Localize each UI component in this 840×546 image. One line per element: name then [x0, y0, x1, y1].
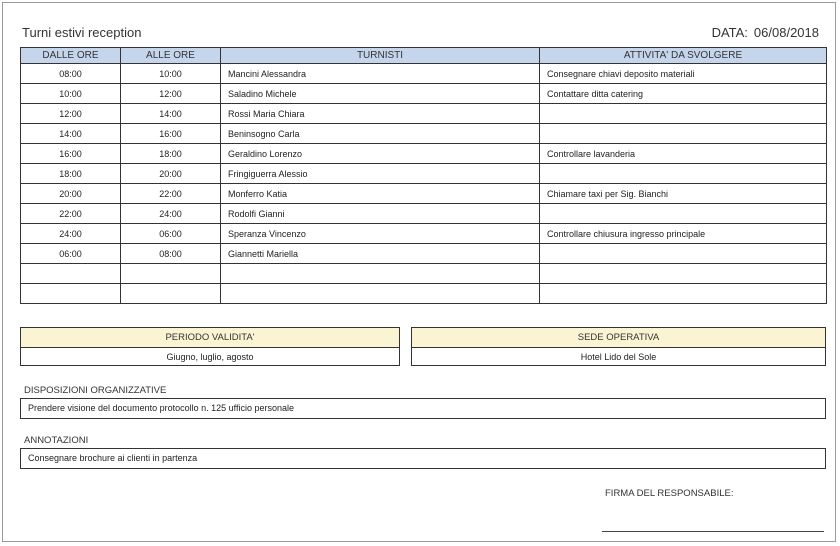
- cell-from[interactable]: 20:00: [21, 184, 121, 204]
- cell-staff[interactable]: Saladino Michele: [221, 84, 540, 104]
- cell-staff[interactable]: [221, 264, 540, 284]
- cell-activity[interactable]: Contattare ditta catering: [540, 84, 827, 104]
- cell-from[interactable]: [21, 264, 121, 284]
- cell-from[interactable]: 10:00: [21, 84, 121, 104]
- table-row: [21, 64, 827, 84]
- cell-activity[interactable]: Controllare lavanderia: [540, 144, 827, 164]
- cell-activity[interactable]: [540, 264, 827, 284]
- disposizioni-label: DISPOSIZIONI ORGANIZZATIVE: [24, 385, 167, 396]
- periodo-label: PERIODO VALIDITA': [21, 328, 399, 348]
- table-row: [21, 284, 827, 304]
- signature-line[interactable]: [602, 531, 824, 532]
- cell-to[interactable]: [121, 284, 221, 304]
- cell-staff[interactable]: Monferro Katia: [221, 184, 540, 204]
- cell-to[interactable]: 14:00: [121, 104, 221, 124]
- cell-activity[interactable]: Chiamare taxi per Sig. Bianchi: [540, 184, 827, 204]
- cell-to[interactable]: 08:00: [121, 244, 221, 264]
- table-row: [21, 184, 827, 204]
- sede-value: Hotel Lido del Sole: [580, 352, 657, 362]
- cell-to[interactable]: 16:00: [121, 124, 221, 144]
- cell-to[interactable]: 12:00: [121, 84, 221, 104]
- cell-activity[interactable]: [540, 284, 827, 304]
- column-header-from: DALLE ORE: [21, 48, 121, 64]
- cell-activity[interactable]: Controllare chiusura ingresso principale: [540, 224, 827, 244]
- firma-label: FIRMA DEL RESPONSABILE:: [605, 488, 734, 499]
- document-title: Turni estivi reception: [22, 25, 142, 40]
- annotazioni-field[interactable]: Consegnare brochure ai clienti in partenza: [20, 448, 826, 469]
- cell-staff[interactable]: Rodolfi Gianni: [221, 204, 540, 224]
- cell-activity[interactable]: Consegnare chiavi deposito materiali: [540, 64, 827, 84]
- date-value: 06/08/2018: [753, 25, 819, 40]
- cell-staff[interactable]: [221, 284, 540, 304]
- cell-from[interactable]: 08:00: [21, 64, 121, 84]
- cell-to[interactable]: 18:00: [121, 144, 221, 164]
- date-label: DATA:: [711, 25, 748, 40]
- table-row: [21, 164, 827, 184]
- cell-from[interactable]: 22:00: [21, 204, 121, 224]
- table-row: [21, 264, 827, 284]
- cell-to[interactable]: 20:00: [121, 164, 221, 184]
- table-body: [21, 64, 827, 304]
- cell-staff[interactable]: Beninsogno Carla: [221, 124, 540, 144]
- cell-staff[interactable]: Giannetti Mariella: [221, 244, 540, 264]
- table-row: [21, 124, 827, 144]
- cell-to[interactable]: 22:00: [121, 184, 221, 204]
- document-page: [2, 2, 836, 542]
- date-display: [706, 25, 819, 40]
- cell-to[interactable]: 10:00: [121, 64, 221, 84]
- cell-from[interactable]: 06:00: [21, 244, 121, 264]
- cell-staff[interactable]: Mancini Alessandra: [221, 64, 540, 84]
- cell-from[interactable]: 24:00: [21, 224, 121, 244]
- sede-label: SEDE OPERATIVA: [412, 328, 825, 348]
- cell-staff[interactable]: Geraldino Lorenzo: [221, 144, 540, 164]
- sede-box: [411, 327, 826, 366]
- table-row: [21, 84, 827, 104]
- cell-activity[interactable]: [540, 124, 827, 144]
- cell-activity[interactable]: [540, 204, 827, 224]
- cell-to[interactable]: 24:00: [121, 204, 221, 224]
- cell-from[interactable]: 12:00: [21, 104, 121, 124]
- table-header-row: [21, 48, 827, 64]
- table-row: [21, 204, 827, 224]
- cell-from[interactable]: 14:00: [21, 124, 121, 144]
- cell-staff[interactable]: Rossi Maria Chiara: [221, 104, 540, 124]
- table-row: [21, 144, 827, 164]
- cell-activity[interactable]: [540, 244, 827, 264]
- cell-activity[interactable]: [540, 104, 827, 124]
- cell-from[interactable]: 16:00: [21, 144, 121, 164]
- table-row: [21, 224, 827, 244]
- cell-staff[interactable]: Speranza Vincenzo: [221, 224, 540, 244]
- cell-to[interactable]: 06:00: [121, 224, 221, 244]
- disposizioni-field[interactable]: Prendere visione del documento protocollo n. 125 ufficio personale: [20, 398, 826, 419]
- column-header-staff: TURNISTI: [221, 48, 540, 64]
- cell-to[interactable]: [121, 264, 221, 284]
- annotazioni-label: ANNOTAZIONI: [24, 435, 89, 446]
- periodo-value: Giugno, luglio, agosto: [166, 352, 254, 362]
- cell-activity[interactable]: [540, 164, 827, 184]
- shifts-table: [20, 47, 827, 304]
- cell-from[interactable]: [21, 284, 121, 304]
- cell-staff[interactable]: Fringiguerra Alessio: [221, 164, 540, 184]
- column-header-to: ALLE ORE: [121, 48, 221, 64]
- cell-from[interactable]: 18:00: [21, 164, 121, 184]
- table-row: [21, 104, 827, 124]
- table-row: [21, 244, 827, 264]
- column-header-activity: ATTIVITA' DA SVOLGERE: [540, 48, 827, 64]
- periodo-box: [20, 327, 400, 366]
